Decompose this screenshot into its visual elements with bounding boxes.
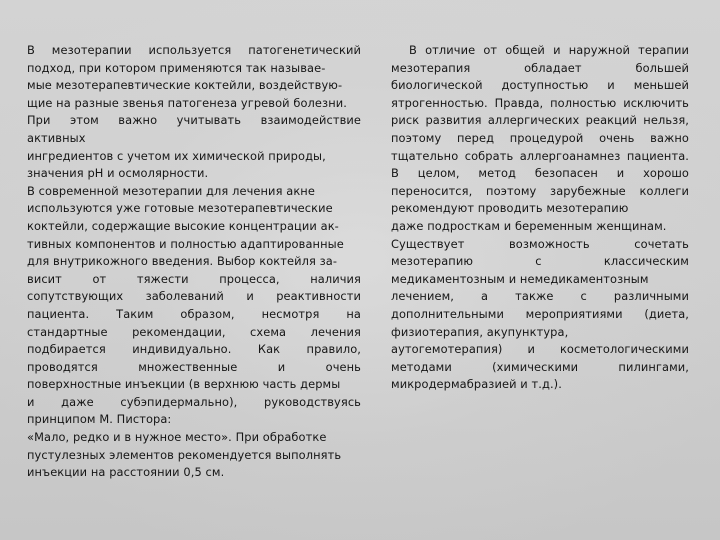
text-line: переносится, поэтому зарубежные коллеги	[391, 183, 689, 198]
text-line: тивных компонентов и полностью адаптированные	[27, 236, 344, 251]
text-line: Существует возможность сочетать	[391, 236, 689, 251]
text-line: сопутствующих заболеваний и реактивности	[27, 289, 361, 304]
text-line: поэтому перед процедурой очень важно	[391, 130, 689, 145]
text-line: мезотерапию с классическим	[391, 254, 689, 269]
text-line: щие на разные звенья патогенеза угревой болезни.	[27, 95, 347, 110]
text-line: лечением, а также с различными	[391, 289, 689, 304]
text-line: пустулезных элементов рекомендуется выполнять	[27, 447, 342, 462]
text-line: мые мезотерапевтические коктейли, воздействую-	[27, 78, 343, 93]
text-line: пациента. Таким образом, несмотря на	[27, 306, 361, 321]
text-line: методами (химическими пилингами,	[391, 359, 689, 374]
text-line: инъекции на расстоянии 0,5 см.	[27, 465, 225, 480]
text-line: медикаментозным и немедикаментозным	[391, 271, 649, 286]
text-line: висит от тяжести процесса, наличия	[27, 271, 361, 286]
text-line: При этом важно учитывать взаимодействие	[27, 113, 361, 128]
text-line: принципом М. Пистора:	[27, 412, 172, 427]
text-line: используются уже готовые мезотерапевтические	[27, 201, 333, 216]
text-line: аутогемотерапия) и косметологическими	[391, 342, 689, 357]
text-line: ятрогенностью. Правда, полностью исключить	[391, 95, 689, 110]
text-line: подбирается индивидуально. Как правило,	[27, 342, 361, 357]
right-text-column	[391, 42, 689, 394]
text-line: «Мало, редко и в нужное место». При обработке	[27, 430, 327, 445]
text-line: ингредиентов с учетом их химической природы,	[27, 148, 326, 163]
text-line: В современной мезотерапии для лечения акне	[27, 183, 315, 198]
text-line: для внутрикожного введения. Выбор коктейля за-	[27, 254, 338, 269]
text-line: значения pH и осмолярности.	[27, 166, 209, 181]
text-line: дополнительными мероприятиями (диета,	[391, 306, 689, 321]
text-line: даже подросткам и беременным женщинам.	[391, 218, 667, 233]
text-line: мезотерапия обладает большей	[391, 60, 689, 75]
text-line: стандартные рекомендации, схема лечения	[27, 324, 361, 339]
text-line: проводятся множественные и очень	[27, 359, 361, 374]
text-line: В мезотерапии используется патогенетический	[27, 43, 361, 57]
text-line: поверхностные инъекции (в верхнюю часть дермы	[27, 377, 341, 392]
text-line: тщательно собрать аллергоанамнез пациента.	[391, 148, 689, 163]
text-line: В целом, метод безопасен и хорошо	[391, 166, 689, 181]
text-line: подход, при котором применяются так называе-	[27, 60, 326, 75]
text-line: рекомендуют проводить мезотерапию	[391, 201, 629, 216]
left-text-column	[27, 42, 361, 482]
text-line: В отличие от общей и наружной терапии	[409, 43, 689, 57]
text-line: риск развития аллергических реакций нельзя,	[391, 113, 689, 128]
text-line: коктейли, содержащие высокие концентрации ак-	[27, 218, 339, 233]
text-line: и даже субэпидермально), руководствуясь	[27, 394, 361, 409]
text-line: микродермабразией и т.д.).	[391, 377, 562, 392]
text-line: физиотерапия, акупунктура,	[391, 324, 569, 339]
text-line: активных	[27, 130, 86, 145]
text-line: биологической доступностью и меньшей	[391, 78, 689, 93]
